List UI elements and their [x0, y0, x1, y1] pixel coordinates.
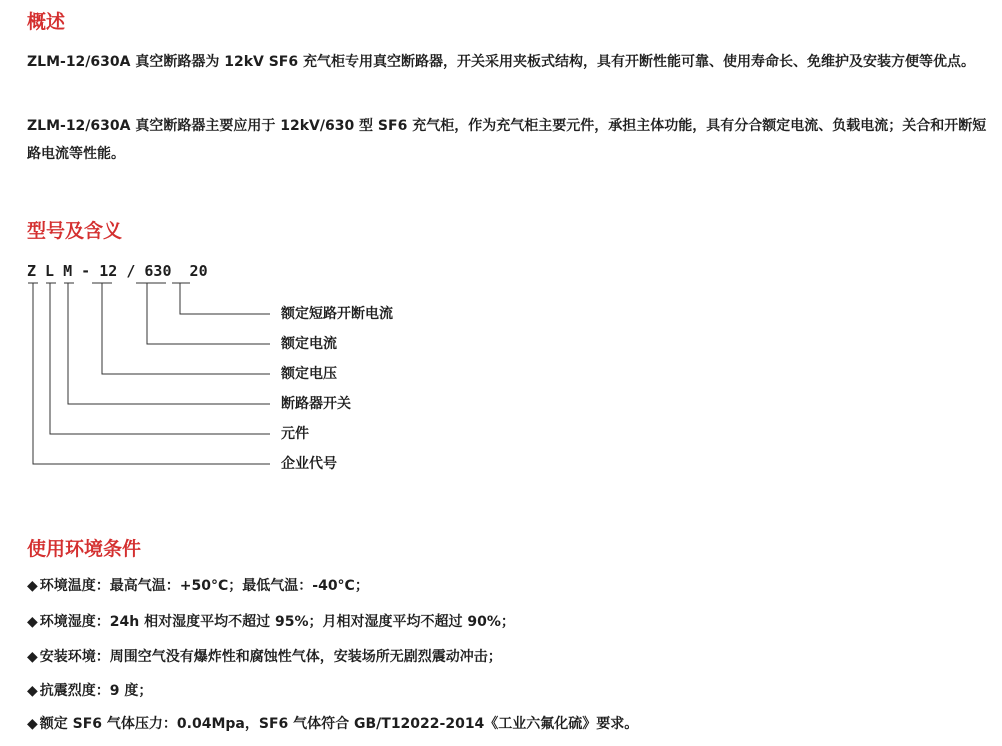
diamond-bullet-icon: ◆: [27, 578, 38, 594]
meaning-component: 元件: [281, 426, 309, 442]
condition-text: 抗震烈度：9 度；: [39, 683, 153, 699]
condition-item: [27, 717, 638, 731]
condition-text: 安装环境：周围空气没有爆炸性和腐蚀性气体，安装场所无剧烈震动冲击；: [39, 649, 502, 665]
condition-text: 额定 SF6 气体压力：0.04Mpa，SF6 气体符合 GB/T12022-2014《工业六氟化硫》要求。: [39, 716, 639, 732]
connector-20: [180, 283, 270, 314]
connector-630: [147, 283, 270, 344]
meaning-rated-voltage: 额定电压: [281, 366, 337, 382]
connector-m: [68, 283, 270, 404]
condition-text: 环境温度：最高气温：+50°C；最低气温：-40°C；: [39, 578, 369, 594]
condition-item: [27, 684, 152, 698]
diamond-bullet-icon: ◆: [27, 614, 38, 630]
meaning-breaker-switch: 断路器开关: [281, 396, 351, 412]
diamond-bullet-icon: ◆: [27, 649, 38, 665]
condition-item: [27, 579, 369, 593]
diamond-bullet-icon: ◆: [27, 683, 38, 699]
connector-12: [102, 283, 270, 374]
connector-l: [50, 283, 270, 434]
diamond-bullet-icon: ◆: [27, 716, 38, 732]
condition-item: [27, 615, 515, 629]
condition-item: [27, 650, 502, 664]
conditions-title: 使用环境条件: [27, 538, 142, 560]
overview-paragraph-1: ZLM-12/630A 真空断路器为 12kV SF6 充气柜专用真空断路器，开关采用夹板式结构，具有开断性能可靠、使用寿命长、免维护及安装方便等优点。: [27, 54, 975, 70]
overview-title: 概述: [27, 11, 66, 33]
overview-paragraph-2: ZLM-12/630A 真空断路器主要应用于 12kV/630 型 SF6 充气柜，作为充气柜主要元件，承担主体功能，具有分合额定电流、负载电流；关合和开断短路电流等性能。: [27, 118, 987, 162]
meaning-company-code: 企业代号: [281, 456, 337, 472]
model-title: 型号及含义: [27, 220, 123, 242]
meaning-rated-current: 额定电流: [281, 336, 337, 352]
model-code: Z L M - 12 / 630 20: [27, 262, 208, 280]
condition-text: 环境湿度：24h 相对湿度平均不超过 95%；月相对湿度平均不超过 90%；: [39, 614, 515, 630]
connector-z: [33, 283, 270, 464]
meaning-rated-short-circuit-breaking-current: 额定短路开断电流: [281, 306, 393, 322]
